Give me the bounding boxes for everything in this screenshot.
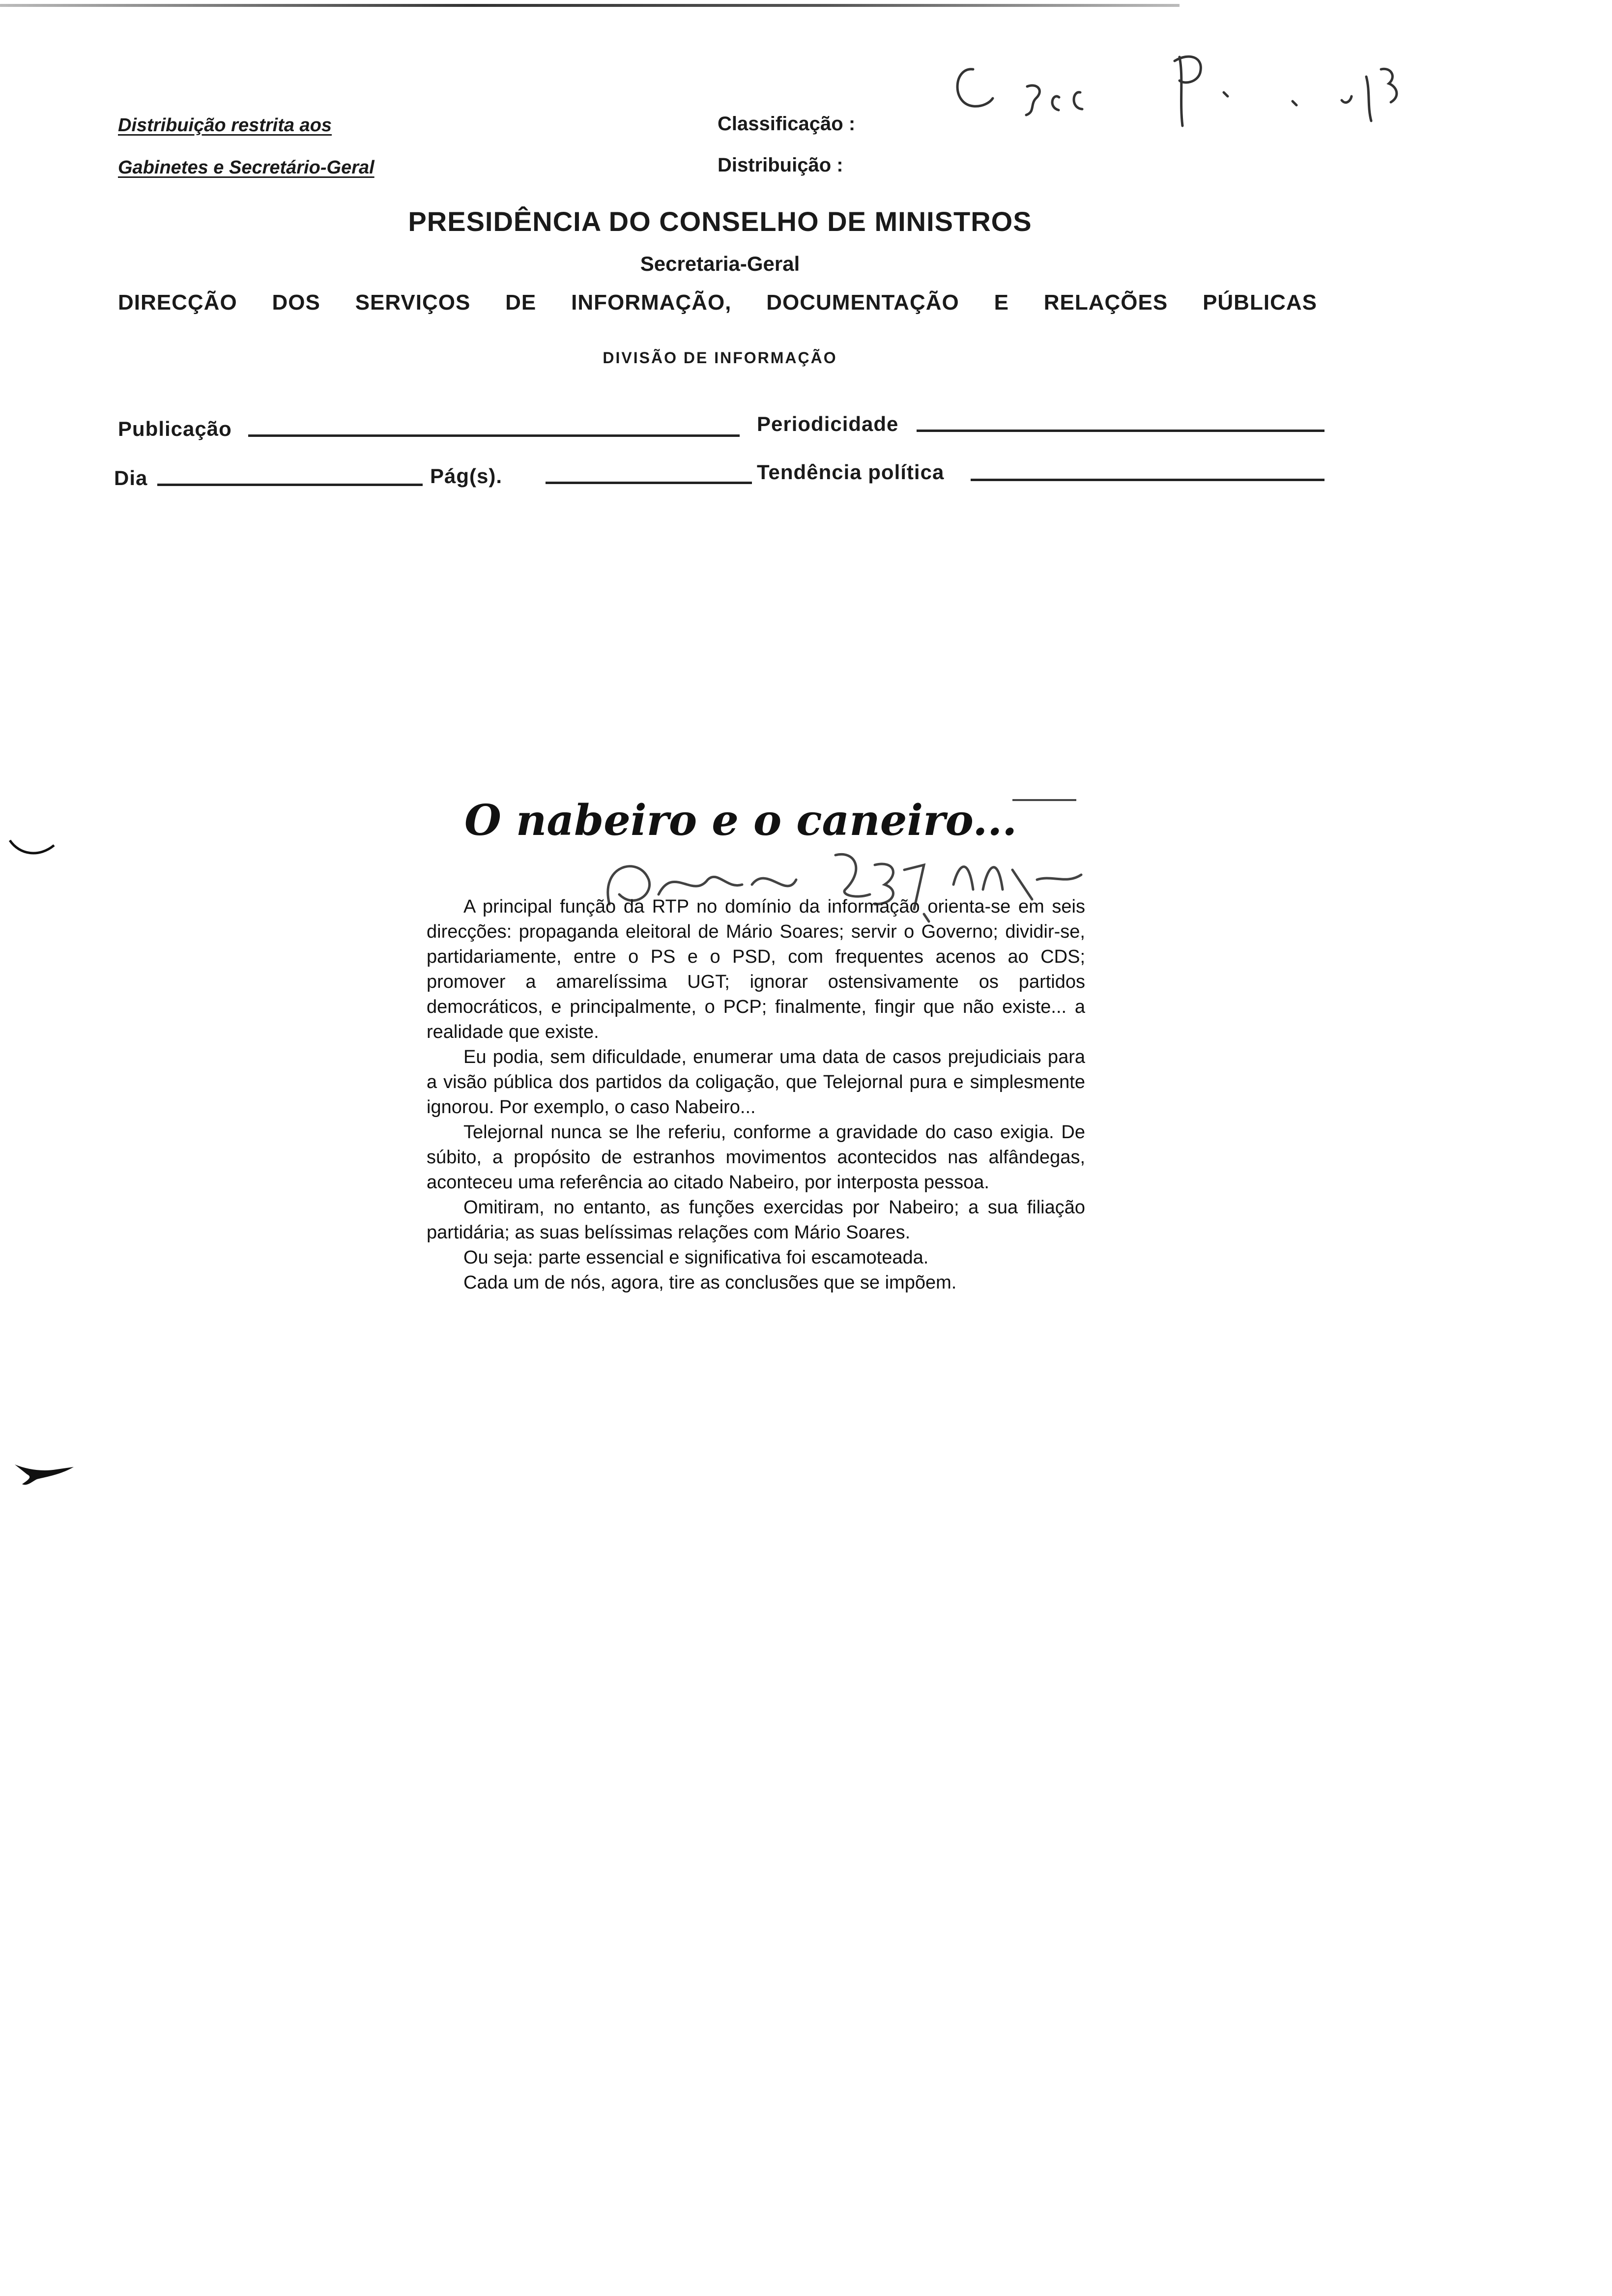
- distribution-note-line-2: Gabinetes e Secretário-Geral: [118, 157, 374, 178]
- article-paragraph: Ou seja: parte essencial e significativa foi escamoteada.: [463, 1247, 929, 1268]
- directorate-word: INFORMAÇÃO,: [571, 290, 732, 315]
- article-paragraph: Eu podia, sem dificuldade, enumerar uma data de casos prejudiciais para a visão pública dos partidos da coligação, que Telejornal pura e simplesmente ignorou. Por exemplo, o caso Nabeiro...: [427, 1047, 1085, 1118]
- directorate-word: DOCUMENTAÇÃO: [766, 290, 959, 315]
- political-tendency-field-line: [971, 479, 1324, 481]
- publication-label: Publicação: [118, 417, 232, 440]
- secretariat-name: Secretaria-Geral: [640, 252, 800, 275]
- article-paragraph: A principal função da RTP no domínio da informação orienta-se em seis direcções: propaganda eleitoral de Mário Soares; servir o Governo; dividir-se, partidariamente, entre o PS e o PSD, com frequentes acenos ao CDS; promover a amarelíssima UGT; ignorar ostensivamente os partidos democráticos, e principalmente, o PCP; finalmente, fingir que não existe... a realidade que existe.: [427, 896, 1085, 1042]
- article-body: [427, 894, 1085, 1295]
- directorate-word: RELAÇÕES: [1043, 290, 1168, 315]
- article-paragraph: Cada um de nós, agora, tire as conclusões que se impõem.: [463, 1272, 957, 1293]
- distribution-note-line-1: Distribuição restrita aos: [118, 115, 332, 136]
- periodicity-label: Periodicidade: [757, 412, 899, 435]
- periodicity-field-line: [917, 430, 1324, 432]
- pages-label: Pág(s).: [430, 464, 503, 488]
- scan-artifact-mark: [5, 835, 59, 865]
- directorate-word: SERVIÇOS: [355, 290, 471, 315]
- directorate-word: DIRECÇÃO: [118, 290, 237, 315]
- scan-artifact-mark: [12, 1455, 76, 1489]
- directorate-word: DE: [505, 290, 537, 315]
- day-label: Dia: [114, 466, 148, 489]
- handwritten-reference-mark: [949, 47, 1440, 131]
- pages-field-line: [546, 482, 752, 484]
- article-paragraph: Omitiram, no entanto, as funções exercidas por Nabeiro; a sua filiação partidária; as suas belíssimas relações com Mário Soares.: [427, 1197, 1085, 1243]
- publication-field-line: [248, 434, 740, 437]
- handwritten-annotation: [580, 835, 1121, 934]
- political-tendency-label: Tendência política: [757, 460, 945, 484]
- directorate-word: PÚBLICAS: [1203, 290, 1317, 315]
- division-name: DIVISÃO DE INFORMAÇÃO: [603, 349, 837, 367]
- distribution-label: Distribuição :: [718, 154, 843, 176]
- directorate-word: E: [994, 290, 1009, 315]
- day-field-line: [157, 484, 423, 486]
- organization-title: PRESIDÊNCIA DO CONSELHO DE MINISTROS: [408, 206, 1032, 237]
- classification-label: Classificação :: [718, 113, 856, 135]
- article-paragraph: Telejornal nunca se lhe referiu, conforme a gravidade do caso exigia. De súbito, a propósito de estranhos movimentos acontecidos nas alfândegas, aconteceu uma referência ao citado Nabeiro, por interposta pessoa.: [427, 1122, 1085, 1193]
- article-title: O nabeiro e o caneiro...: [464, 796, 1017, 845]
- directorate-line: [118, 290, 1317, 316]
- scan-edge-line: [0, 4, 1180, 7]
- directorate-word: DOS: [272, 290, 320, 315]
